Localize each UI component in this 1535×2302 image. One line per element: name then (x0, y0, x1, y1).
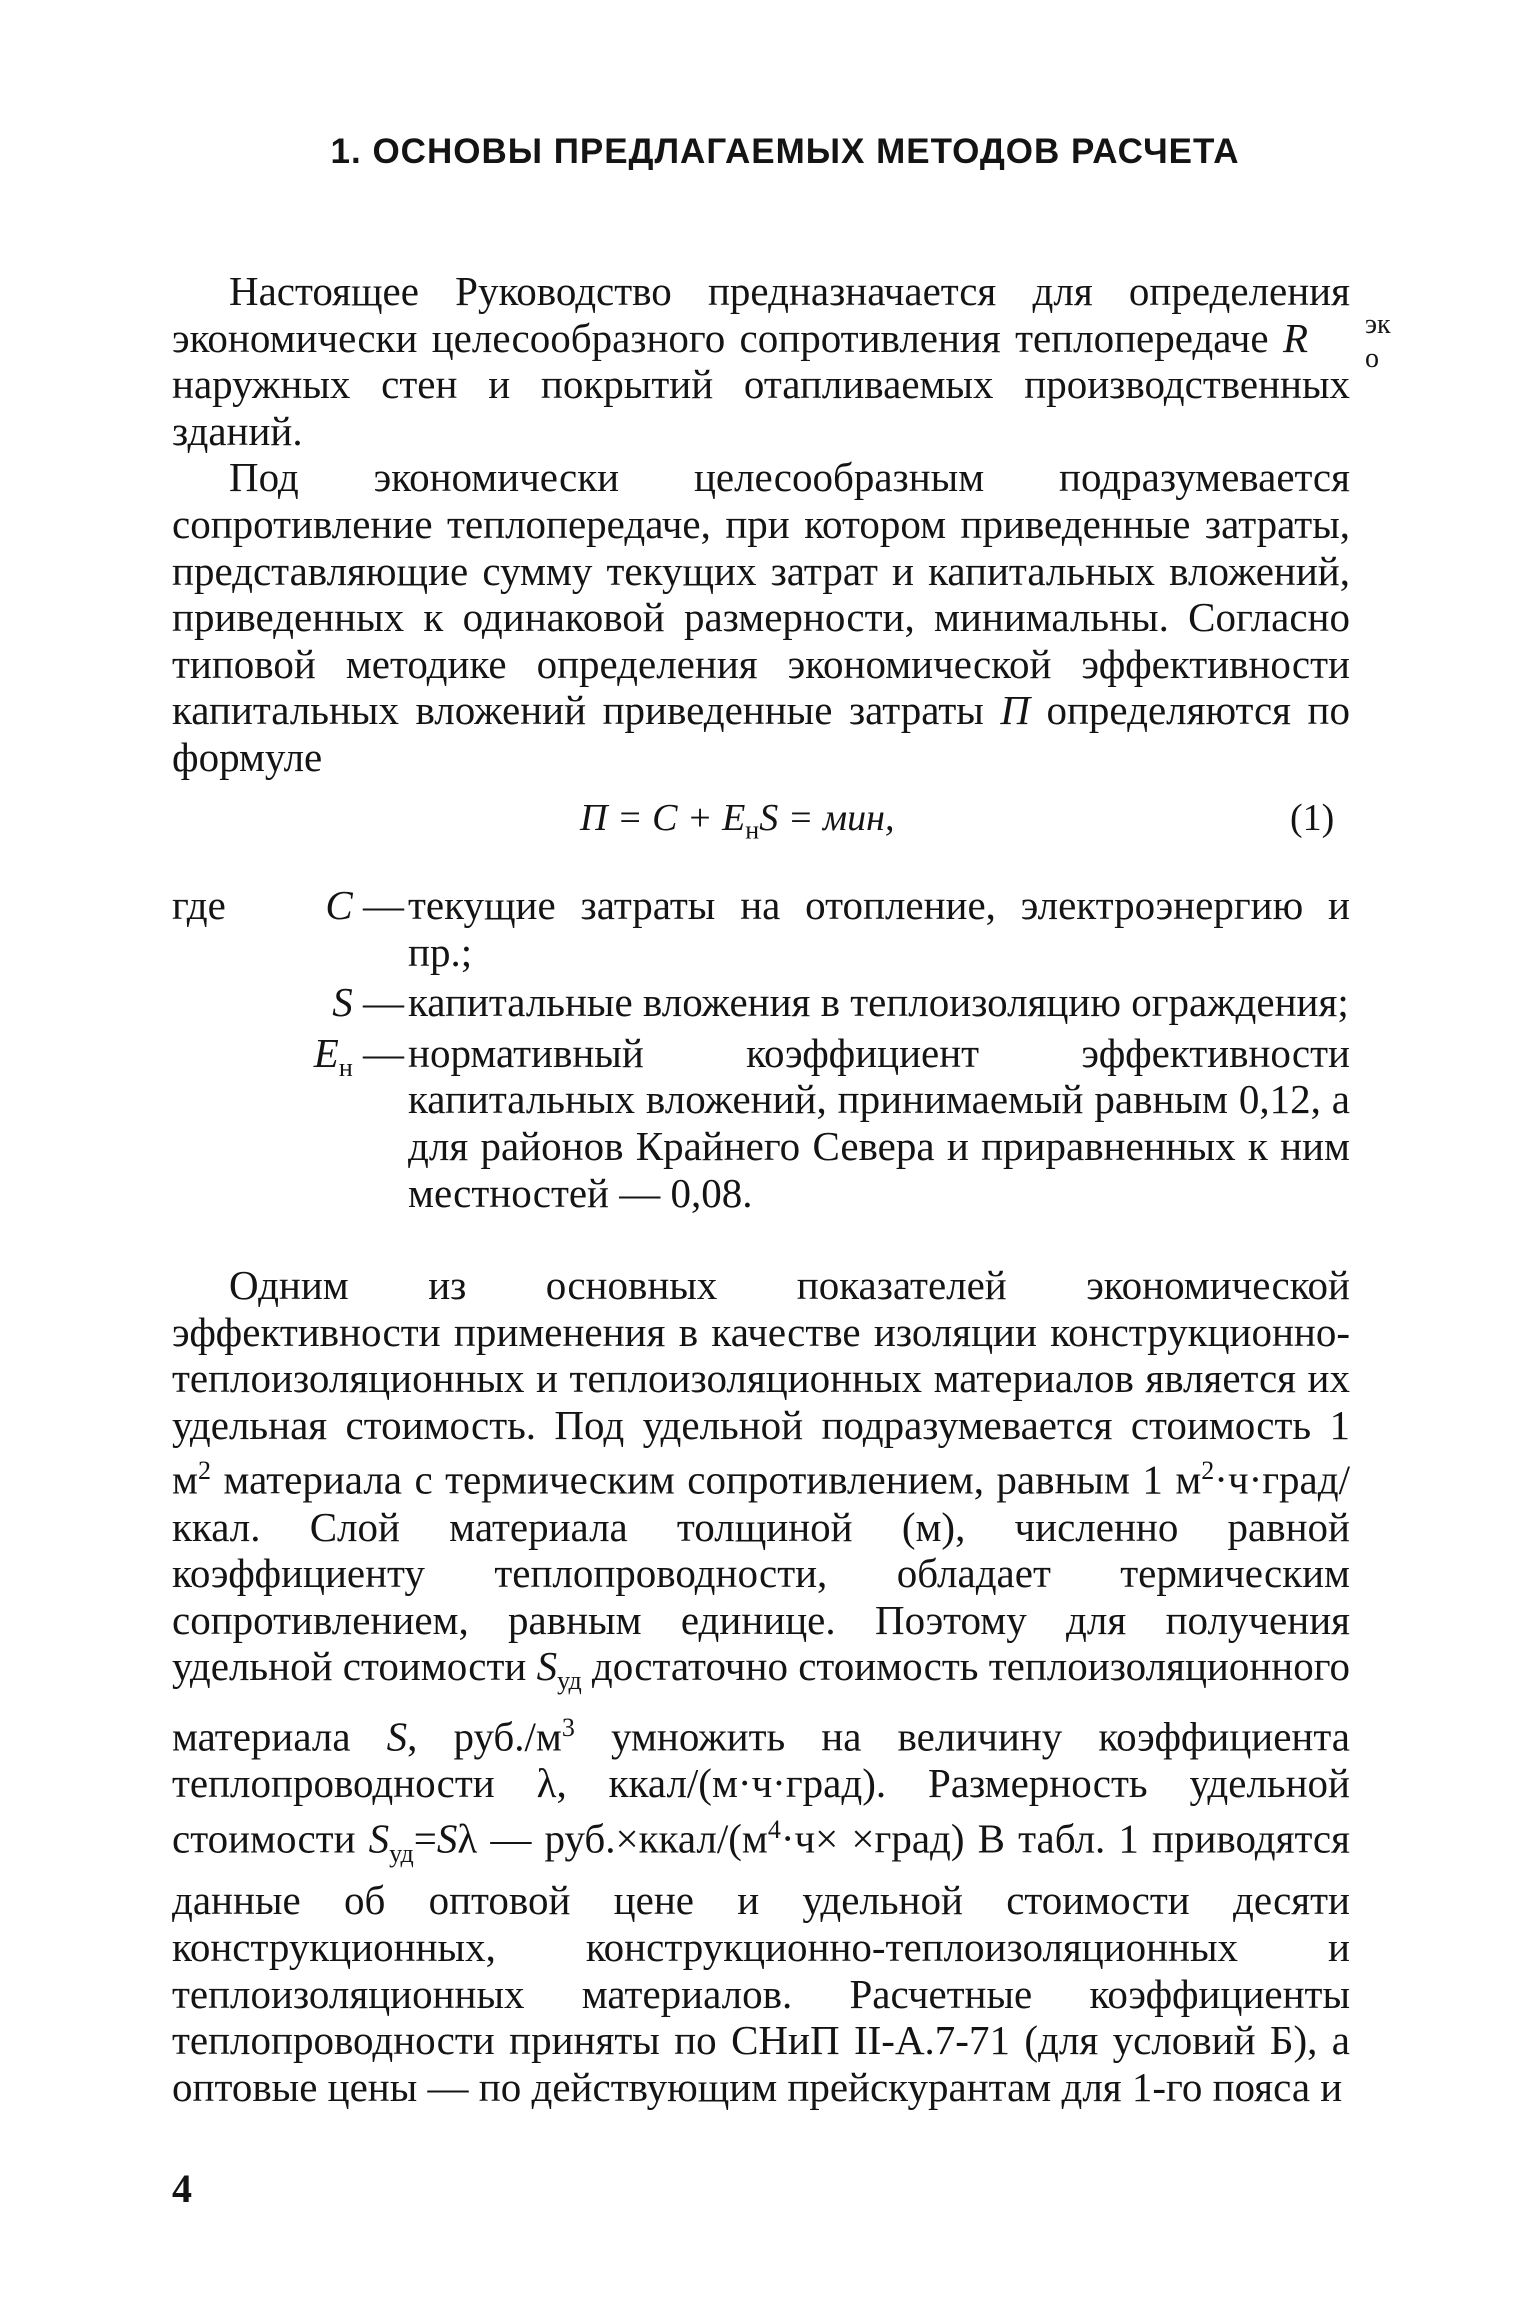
paragraph-3-text-h: λ — руб.×ккал/(м (457, 1815, 768, 1862)
definitions-list (172, 882, 1350, 1220)
paragraph-1 (172, 268, 1391, 781)
formula-main: П = С + Е (580, 797, 746, 839)
definition-symbol (172, 882, 404, 929)
paragraph-3-text-a: Одним из основных показателей экономической эффективности применения в качестве изоляции конструкционно-теплоизоляционных и теплоизоляционных материалов является их удельная стоимость. Под удельной подразумевается стоимость 1 м (172, 1262, 1350, 1504)
resistance-superscript: эк (1365, 308, 1391, 340)
definition-symbol-letter: S (332, 979, 353, 1026)
sup-1: 2 (197, 1456, 211, 1486)
resistance-subscript: о (1365, 342, 1379, 374)
definition-dash: — (352, 979, 404, 1026)
paragraph-3-text-e: , руб./м (407, 1713, 562, 1760)
sub-ud: уд (557, 1666, 582, 1696)
definition-dash: — (352, 1029, 404, 1076)
symbol-s-2: S (386, 1713, 408, 1760)
formula-1 (580, 796, 894, 846)
definition-item (172, 882, 1350, 975)
cost-symbol: П (1000, 687, 1030, 734)
paragraph-1-text-a: Настоящее Руководство предназначается для определения экономически целесообразного сопротивления теплопередаче (172, 268, 1350, 361)
paragraph-3-text-d: достаточно стоимость теплоизоляционного материала (172, 1643, 1351, 1760)
definition-symbol-letter: E (313, 1029, 339, 1076)
definition-prefix: где (172, 882, 226, 928)
paragraph-3-text-f: умножить на величину коэффициента теплопроводности λ, ккал/(м·ч·град). Размерность удельной стоимости (172, 1713, 1350, 1862)
symbol-s: S (536, 1643, 558, 1690)
resistance-symbol: R (1282, 314, 1308, 361)
paragraph-3 (172, 1262, 1350, 2110)
paragraph-2-text-a: Под экономически целесообразным подразумевается сопротивление теплопередаче, при котором приведенные затраты, представляющие сумму текущих затрат и капитальных вложений, приведенных к одинаковой размерности, минимальны. Согласно типовой методике определения экономической эффективности капитальных вложений приведенные затраты (172, 454, 1350, 734)
definition-symbol-sub: н (338, 1052, 353, 1082)
paragraph-2 (172, 454, 1350, 780)
definition-text: капитальные вложения в теплоизоляцию ограждения; (408, 979, 1349, 1026)
definition-text: текущие затраты на отопление, электроэнергию и пр.; (408, 882, 1350, 975)
definition-dash: — (352, 882, 404, 928)
paragraph-3-text-g: = (413, 1815, 437, 1862)
sup-4: 4 (767, 1815, 781, 1845)
definition-symbol (172, 1030, 404, 1092)
definition-text: нормативный коэффициент эффективности капитальных вложений, принимаемый равным 0,12, а для районов Крайнего Севера и приравненных к ним местностей — 0,08. (408, 1029, 1350, 1216)
formula-sub: н (745, 815, 760, 845)
paragraph-3-text-b: материала с термическим сопротивлением, равным 1 м (210, 1457, 1202, 1504)
formula-end: S = мин, (759, 797, 895, 839)
definition-item (172, 979, 1350, 1026)
page-number: 4 (172, 2166, 192, 2211)
formula-number: (1) (1290, 797, 1335, 839)
definition-symbol (172, 979, 404, 1026)
sub-ud-2: уд (389, 1838, 414, 1868)
definition-symbol-letter: С (325, 882, 353, 928)
section-heading: 1. ОСНОВЫ ПРЕДЛАГАЕМЫХ МЕТОДОВ РАСЧЕТА (330, 132, 1240, 171)
definition-item (172, 1030, 1350, 1216)
symbol-s-4: S (436, 1815, 458, 1862)
paragraph-3-text-i: ·ч× ×град) В табл. 1 приводятся данные об оптовой цене и удельной стоимости десяти конструкционных, конструкционно-теплоизоляционных и теплоизоляционных материалов. Расчетные коэффициенты теплопроводности приняты по СНиП II-А.7-71 (для условий Б), а оптовые цены — по действующим прейскурантам для 1-го пояса и (172, 1815, 1350, 2110)
sup-2: 2 (1201, 1456, 1215, 1486)
sup-3: 3 (561, 1713, 575, 1743)
paragraph-1-text-b: наружных стен и покрытий отапливаемых производственных зданий. (172, 361, 1350, 454)
paragraph-3-text-c: ·ч·град/ккал. Слой материала толщиной (м), численно равной коэффициенту теплопроводности, обладает термическим сопротивлением, равным единице. Поэтому для получения удельной стоимости (172, 1457, 1350, 1690)
symbol-s-3: S (368, 1815, 390, 1862)
paragraph-2-text-b: определяются по формуле (172, 687, 1350, 780)
